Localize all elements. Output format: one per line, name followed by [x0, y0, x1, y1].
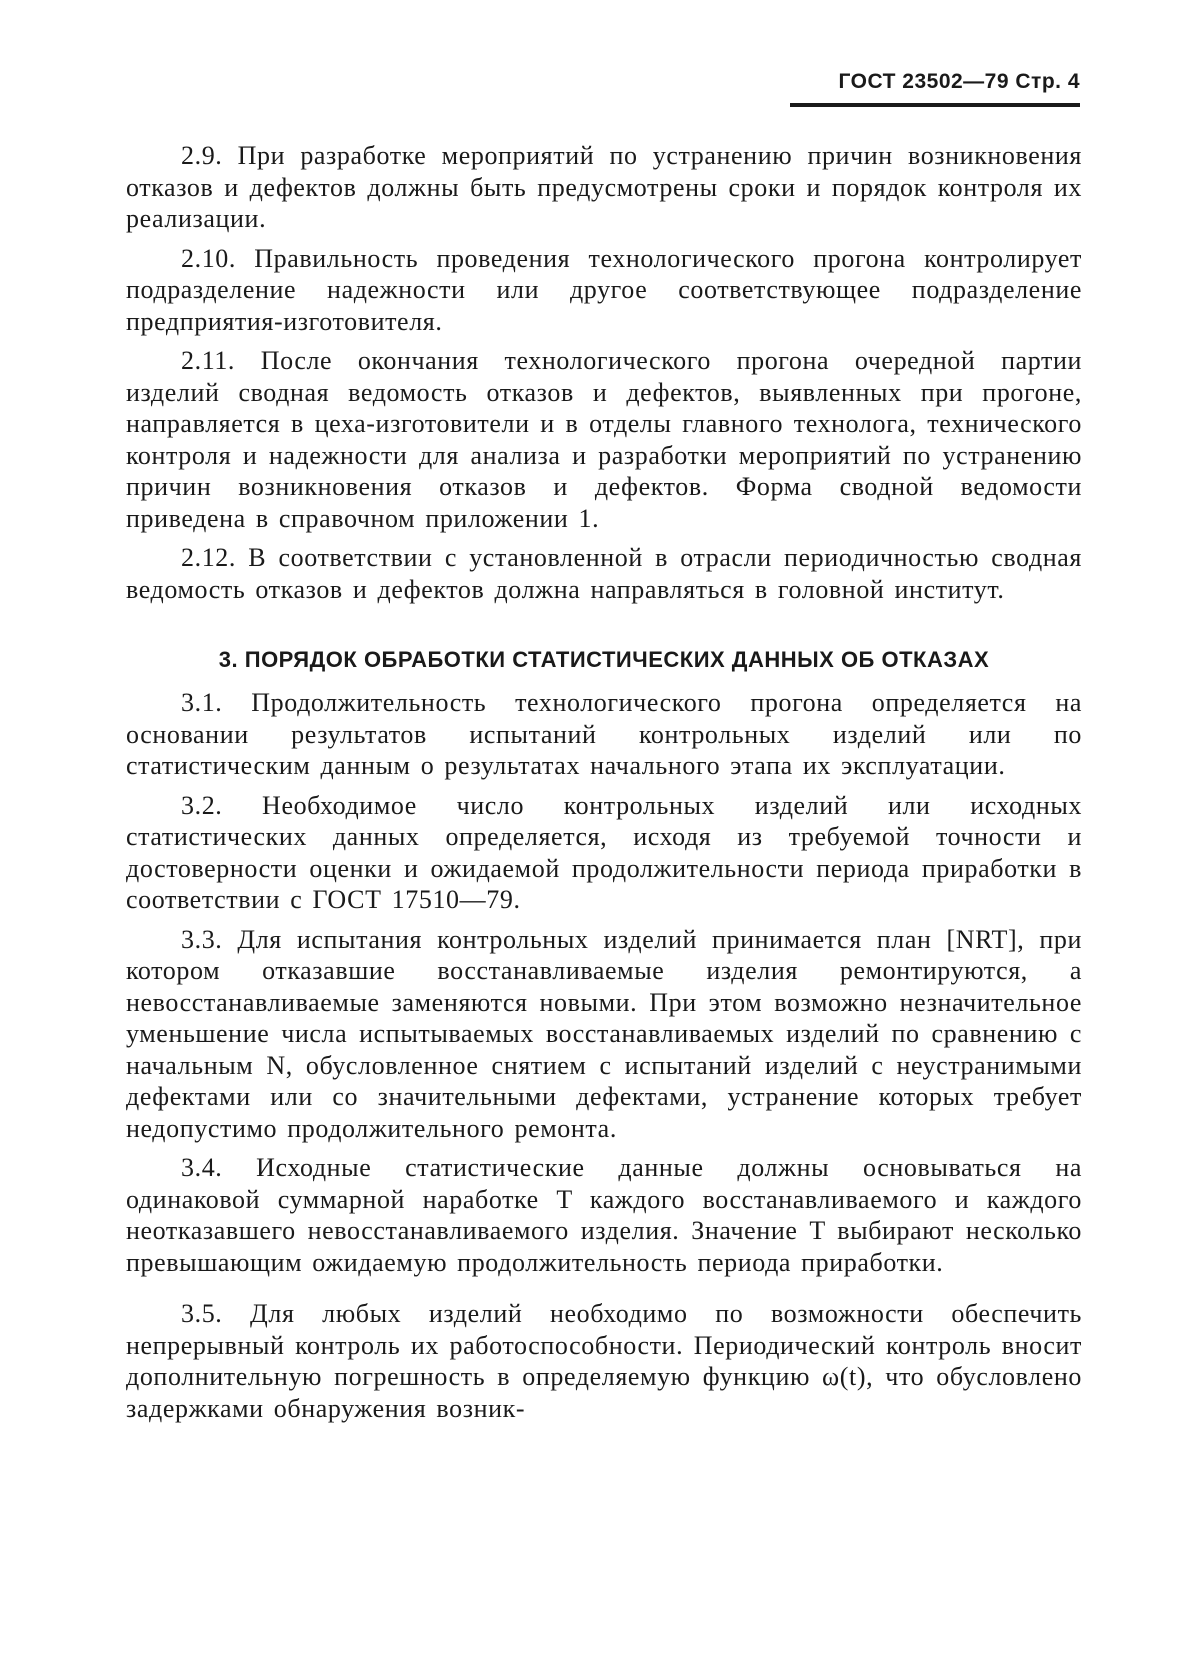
page-header — [790, 70, 1080, 94]
paragraph-2-12: 2.12. В соответствии с установленной в отрасли периодичностью сводная ведомость отказов и дефектов должна направляться в головной институт. — [126, 543, 1082, 604]
paragraph-3-4: 3.4. Исходные статистические данные должны основываться на одинаковой суммарной наработке T каждого восстанавливаемого и каждого неотказавшего невосстанавливаемого изделия. Значение T выбирают несколько превышающим ожидаемую продолжительность периода приработки. — [126, 1153, 1082, 1277]
header-rule — [790, 103, 1080, 107]
paragraph-3-3: 3.3. Для испытания контрольных изделий принимается план [NRT], при котором отказавшие восстанавливаемые изделия ремонтируются, а невосстанавливаемые заменяются новыми. При этом возможно незначительное уменьшение числа испытываемых восстанавливаемых изделий по сравнению с начальным N, обусловленное снятием с испытаний изделий с неустранимыми дефектами или со значительными дефектами, устранение которых требует недопустимо продолжительного ремонта. — [126, 924, 1082, 1143]
page-body — [126, 140, 1082, 1432]
paragraph-2-10: 2.10. Правильность проведения технологического прогона контролирует подразделение надежности или другое соответствующее подразделение предприятия-изготовителя. — [126, 243, 1082, 336]
section-3-heading: 3. ПОРЯДОК ОБРАБОТКИ СТАТИСТИЧЕСКИХ ДАННЫХ ОБ ОТКАЗАХ — [218, 647, 990, 672]
paragraph-3-5: 3.5. Для любых изделий необходимо по возможности обеспечить непрерывный контроль их работоспособности. Периодический контроль вносит дополнительную погрешность в определяемую функцию ω(t), что обусловлено задержками обнаружения возник- — [126, 1299, 1082, 1423]
paragraph-2-11: 2.11. После окончания технологического прогона очередной партии изделий сводная ведомость отказов и дефектов, выявленных при прогоне, направляется в цеха-изготовители и в отделы главного технолога, технического контроля и надежности для анализа и разработки мероприятий по устранению причин возникновения отказов и дефектов. Форма сводной ведомости приведена в справочном приложении 1. — [126, 346, 1082, 533]
paragraph-2-9: 2.9. При разработке мероприятий по устранению причин возникновения отказов и дефектов должны быть предусмотрены сроки и порядок контроля их реализации. — [126, 141, 1082, 233]
paragraph-3-1: 3.1. Продолжительность технологического прогона определяется на основании результатов испытаний контрольных изделий или по статистическим данным о результатах начального этапа их эксплуатации. — [126, 688, 1082, 780]
document-number-page: ГОСТ 23502—79 Стр. 4 — [838, 70, 1080, 93]
paragraph-3-2: 3.2. Необходимое число контрольных изделий или исходных статистических данных определяется, исходя из требуемой точности и достоверности оценки и ожидаемой продолжительности периода приработки в соответствии с ГОСТ 17510—79. — [126, 790, 1082, 914]
